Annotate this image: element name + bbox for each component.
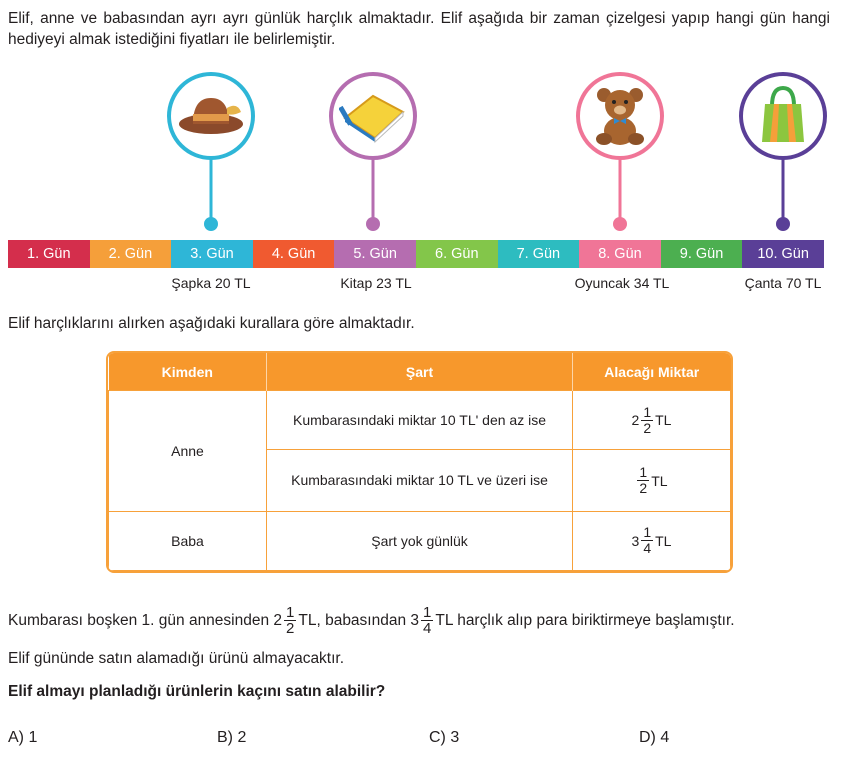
table-row [109, 511, 731, 570]
amount1-whole: 2 [631, 412, 640, 429]
hat-icon [177, 92, 245, 140]
cell-cond3: Şart yok günlük [267, 511, 573, 570]
cell-amount2 [573, 450, 731, 511]
price-hat: Şapka 20 TL [171, 275, 251, 291]
option-c[interactable]: C) 3 [429, 729, 460, 746]
option-a[interactable]: A) 1 [8, 729, 38, 746]
pin-stem-bag [782, 157, 785, 224]
amount1-fraction: $\frac{1}{2}$ [643, 403, 652, 436]
amount2-fraction: $\frac{1}{2}$ [639, 464, 648, 497]
day-4: 4. Gün [253, 240, 335, 268]
pin-dot-book [366, 217, 380, 231]
start-text-2: TL, babasından 3 [298, 611, 420, 629]
cell-cond2: Kumbarasındaki miktar 10 TL ve üzeri ise [267, 450, 573, 511]
rule-table [106, 351, 733, 573]
pin-stem-hat [210, 157, 213, 224]
table-row [109, 391, 731, 450]
day-8: 8. Gün [579, 240, 661, 268]
day-9: 9. Gün [661, 240, 743, 268]
book-icon [339, 88, 407, 144]
header-sart: Şart [267, 353, 573, 391]
cell-cond1: Kumbarasındaki miktar 10 TL' den az ise [267, 391, 573, 450]
start-text-1: Kumbarası boşken 1. gün annesinden 2 [8, 611, 283, 629]
pin-circle-teddy [576, 72, 664, 160]
day-10: 10. Gün [742, 240, 824, 268]
teddy-bear-icon [590, 85, 650, 147]
start-paragraph [8, 600, 838, 640]
cell-anne: Anne [109, 391, 267, 512]
day-2: 2. Gün [90, 240, 172, 268]
pin-circle-hat [167, 72, 255, 160]
pin-dot-hat [204, 217, 218, 231]
pin-circle-book [329, 72, 417, 160]
amount3-fraction: $\frac{1}{4}$ [643, 524, 652, 557]
table-header-row [109, 353, 731, 391]
start-fraction-2: $\frac{1}{4}$ [423, 603, 432, 637]
timeline-bar [8, 240, 824, 268]
start-text-3: TL harçlık alıp para biriktirmeye başlamıştır. [435, 611, 735, 629]
rule-intro: Elif harçlıklarını alırken aşağıdaki kurallara göre almaktadır. [8, 315, 415, 332]
header-miktar: Alacağı Miktar [573, 353, 731, 391]
rule-line: Elif gününde satın alamadığı ürünü almayacaktır. [8, 650, 345, 667]
pin-stem-book [372, 157, 375, 224]
day-6: 6. Gün [416, 240, 498, 268]
cell-amount3 [573, 511, 731, 570]
bag-icon [758, 84, 808, 148]
day-5: 5. Gün [334, 240, 416, 268]
option-b[interactable]: B) 2 [217, 729, 247, 746]
cell-baba: Baba [109, 511, 267, 570]
price-book: Kitap 23 TL [340, 275, 412, 291]
option-d[interactable]: D) 4 [639, 729, 670, 746]
amount1-unit: TL [655, 412, 672, 429]
header-kimden: Kimden [109, 353, 267, 391]
day-3: 3. Gün [171, 240, 253, 268]
price-bag: Çanta 70 TL [744, 275, 822, 291]
pin-circle-bag [739, 72, 827, 160]
amount3-whole: 3 [631, 532, 640, 549]
start-fraction-1: $\frac{1}{2}$ [286, 603, 295, 637]
intro-paragraph: Elif, anne ve babasından ayrı ayrı günlük harçlık almaktadır. Elif aşağıda bir zaman çizelgesi yapıp hangi gün hangi hediyeyi almak istediğini fiyatları ile belirlemiştir. [8, 10, 830, 48]
pin-dot-bag [776, 217, 790, 231]
amount3-unit: TL [655, 532, 672, 549]
price-teddy: Oyuncak 34 TL [574, 275, 670, 291]
cell-amount1 [573, 391, 731, 450]
day-7: 7. Gün [498, 240, 580, 268]
question: Elif almayı planladığı ürünlerin kaçını satın alabilir? [8, 683, 386, 700]
pin-dot-teddy [613, 217, 627, 231]
amount2-unit: TL [651, 472, 668, 489]
pin-stem-teddy [619, 157, 622, 224]
day-1: 1. Gün [8, 240, 90, 268]
